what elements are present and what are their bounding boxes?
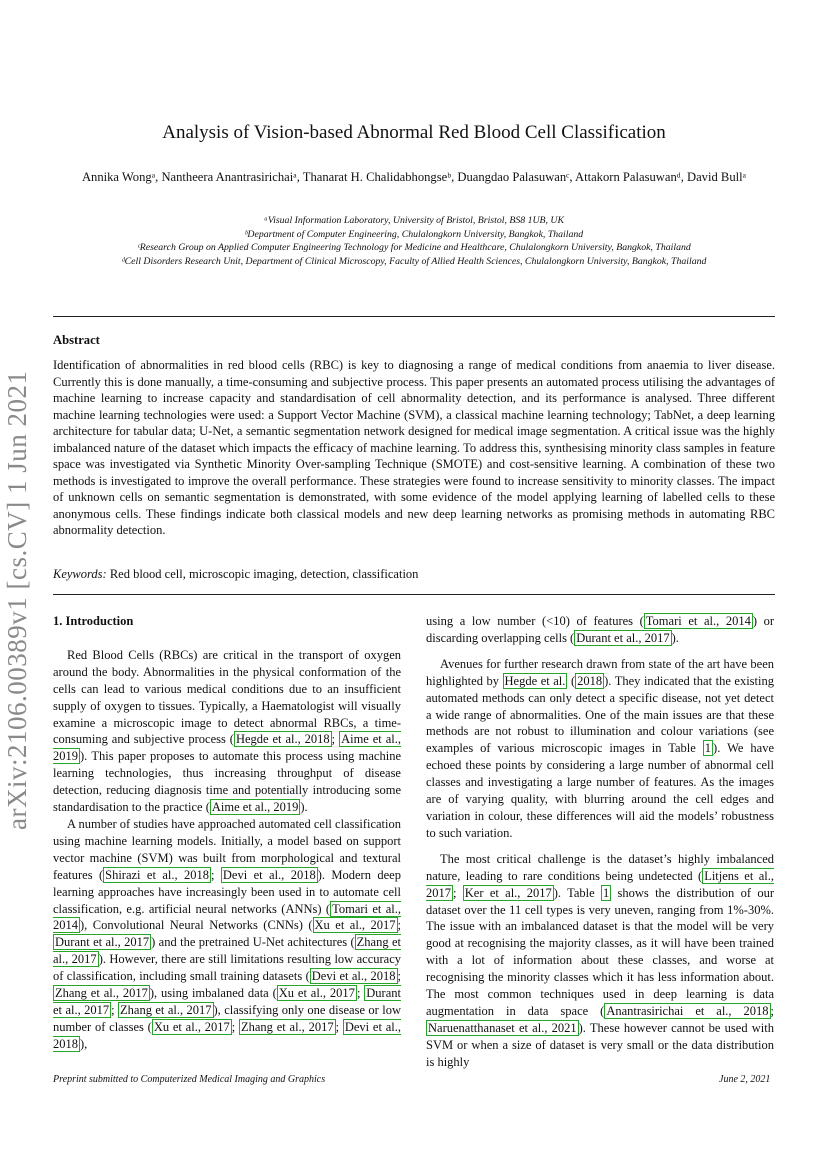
paragraph: A number of studies have approached automated cell classification using machine learning models. Initially, a model based on support vector machine (SVM) was built from morphological and textural features ( Shirazi et al., 2018 ; Devi et al., 2018 ). Modern deep learning approaches have increasingly been used in to automate cell classification, e.g. artificial neural networks (ANNs) ( Tomari et al., 2014 ), Convolutional Neural Networks (CNNs) ( Xu et al., 2017 ; Durant et al., 2017 ) and the pretrained U-Net achitectures ( Zhang et al., 2017 ). However, there are still limitations resulting low accuracy of classification, including small training datasets ( Devi et al., 2018 ; Zhang et al., 2017 ), using imbalaned data ( Xu et al., 2017 ; Durant et al., 2017 ; Zhang et al., 2017 ), classifying only one disease or low number of classes ( Xu et al., 2017 ; Zhang et al., 2017 ; Devi et al., 2018 ), (53, 816, 402, 1051)
citation-link[interactable]: Devi et al., 2018 (311, 969, 396, 984)
citation-link[interactable]: Aime et al., 2019 (211, 800, 299, 815)
citation-link[interactable]: Zhang et al., 2017 (53, 935, 401, 967)
citation-link[interactable]: 1 (602, 885, 610, 900)
author-list: Annika Wongᵃ, Nantheera Anantrasirichaiᵃ, Thanarat H. Chalidabhongseᵇ, Duangdao Palasuwanᶜ, Attakorn Palasuwanᵈ, David Bullᵃ (81, 170, 747, 184)
citation-link[interactable]: Zhang et al., 2017 (241, 1019, 334, 1034)
citation-link[interactable]: Ker et al., 2017 (464, 885, 552, 900)
citation-link[interactable]: Xu et al., 2017 (153, 1019, 230, 1034)
citation-link[interactable]: Aime et al., 2019 (53, 732, 401, 764)
keywords (53, 567, 775, 582)
citation-link[interactable]: Durant et al., 2017 (53, 986, 401, 1017)
citation-link[interactable]: Xu et al., 2017 (314, 918, 396, 933)
affiliation-d: ᵈCell Disorders Research Unit, Department of Clinical Microscopy, Faculty of Allied Health Sciences, Chulalongkorn University, Bangkok, Thailand (121, 255, 707, 267)
affiliation-a: ᵃVisual Information Laboratory, University of Bristol, Bristol, BS8 1UB, UK (263, 215, 565, 226)
keywords-label: Keywords: (53, 567, 107, 581)
abstract-text: Identification of abnormalities in red blood cells (RBC) is key to diagnosing a range of medical conditions from anaemia to liver disease. Currently this is done manually, a time-consuming and subjective process. This paper presents an automated process utilising the advantages of machine learning to increase capacity and standardisation of cell abnormality detection, and its performance is analysed. Three different machine learning technologies were used: a Support Vector Machine (SVM), a classical machine learning technology; TabNet, a deep learning architecture for tabular data; U-Net, a semantic segmentation network designed for medical image segmentation. A critical issue was the highly imbalanced nature of the dataset which impacts the efficacy of machine learning. To address this, synthesising minority class samples in feature space was investigated via Synthetic Minority Over-sampling Technique (SMOTE) and cost-sensitive learning. A combination of these two methods is investigated to improve the overall performance. These strategies were found to increase sensitivity to minority classes. The impact of unknown cells on semantic segmentation is demonstrated, with some evidence of the model applying learning of labelled cells to these anonymous cells. These findings indicate both classical models and new deep learning networks as promising methods in automating RBC abnormality detection. (53, 358, 775, 538)
citation-link[interactable]: Zhang et al., 2017 (55, 986, 148, 1001)
citation-link[interactable]: Anantrasirichai et al., 2018 (606, 1003, 769, 1018)
citation-link[interactable]: Xu et al., 2017 (278, 986, 355, 1001)
citation-link[interactable]: Litjens et al., 2017 (426, 868, 774, 900)
affiliation-b: ᵇDepartment of Computer Engineering, Chulalongkorn University, Bangkok, Thailand (244, 228, 584, 240)
footer-journal: Preprint submitted to Computerized Medical Imaging and Graphics (53, 1074, 326, 1085)
paragraph: Red Blood Cells (RBCs) are critical in the transport of oxygen around the body. Abnormalities in the physical conformation of the cells can lead to various medical conditions due to an insufficient supply of oxygen to tissues. Typically, a Haematologist will visually examine a microscopic image to detect abnormal RBCs, a time-consuming and subjective process ( Hegde et al., 2018 ; Aime et al., 2019 ). This paper proposes to automate this process using machine learning technologies, thus increasing throughput of disease detection, reducing diagnosis time and potentially introducing some standardisation to the practice ( Aime et al., 2019 ). (53, 647, 401, 815)
abstract-heading: Abstract (53, 333, 100, 347)
paper-title: Analysis of Vision-based Abnormal Red Blood Cell Classification (162, 122, 666, 143)
footer-date: June 2, 2021 (719, 1074, 771, 1085)
top-rule (53, 316, 775, 317)
citation-link[interactable]: Hegde et al., 2018 (235, 732, 330, 747)
citation-link[interactable]: Shirazi et al., 2018 (105, 867, 210, 882)
citation-link[interactable]: Durant et al., 2017 (55, 935, 150, 950)
right-column (426, 613, 774, 1071)
citation-link[interactable]: Hegde et al. (504, 673, 566, 688)
citation-link[interactable]: Tomari et al., 2014 (53, 901, 401, 933)
citation-link[interactable]: Zhang et al., 2017 (120, 1002, 212, 1017)
citation-link[interactable]: Devi et al., 2018 (222, 867, 316, 882)
arxiv-stamp: arXiv:2106.00389v1 [cs.CV] 1 Jun 2021 (2, 370, 32, 830)
affiliations (40, 214, 788, 268)
citation-link[interactable]: Durant et al., 2017 (576, 630, 670, 645)
citation-link[interactable]: Naruenatthanaset et al., 2021 (428, 1020, 577, 1035)
citation-link[interactable]: Devi et al., 2018 (53, 1019, 401, 1051)
paragraph: The most critical challenge is the dataset’s highly imbalanced nature, leading to rare conditions being undetected ( Litjens et al., 2017 ; Ker et al., 2017 ). Table 1 shows the distribution of our dataset over the 11 cell types is very uneven, ranging from 1%-30%. The issue with an imbalanced dataset is that the model will be very good at recognising the majority classes, as it will have been trained with a lot of information about these classes, and worse at recognising the minority classes which it has less information about. The most common techniques used in deep learning is data augmentation in data space ( Anantrasirichai et al., 2018 ; Naruenatthanaset et al., 2021 ). These however cannot be used with SVM or when a size of dataset is very small or the data distribution is highly (426, 851, 774, 1069)
citation-link[interactable]: 2018 (577, 673, 603, 688)
citation-link[interactable]: 1 (704, 741, 712, 756)
paragraph: using a low number (<10) of features ( Tomari et al., 2014 ) or discarding overlapping cells ( Durant et al., 2017 ). (426, 614, 775, 645)
citation-link[interactable]: Tomari et al., 2014 (645, 614, 751, 628)
left-column (53, 613, 401, 1053)
section-heading: 1. Introduction (53, 614, 134, 628)
keywords-list: Red blood cell, microscopic imaging, detection, classification (109, 567, 419, 581)
affiliation-c: ᶜResearch Group on Applied Computer Engineering Technology for Medicine and Healthcare, Chulalongkorn University, Bangkok, Thailand (137, 242, 691, 254)
abstract-bottom-rule (53, 594, 775, 595)
paragraph: Avenues for further research drawn from state of the art have been highlighted by Hegde et al. ( 2018 ). They indicated that the existing automated methods can only detect a specific disease, not yet detect a wide range of abnormalities. One of the main issues are that these methods are not robust to illumination and colour variations (see examples of various microscopic images in Table 1 ). We have echoed these points by considering a large number of abnormal cell classes and investigating a large number of features. As the images are of varying quality, with blurring around the cell edges and variation in colour, these differences will aid the models’ robustness to such variation. (426, 656, 774, 840)
